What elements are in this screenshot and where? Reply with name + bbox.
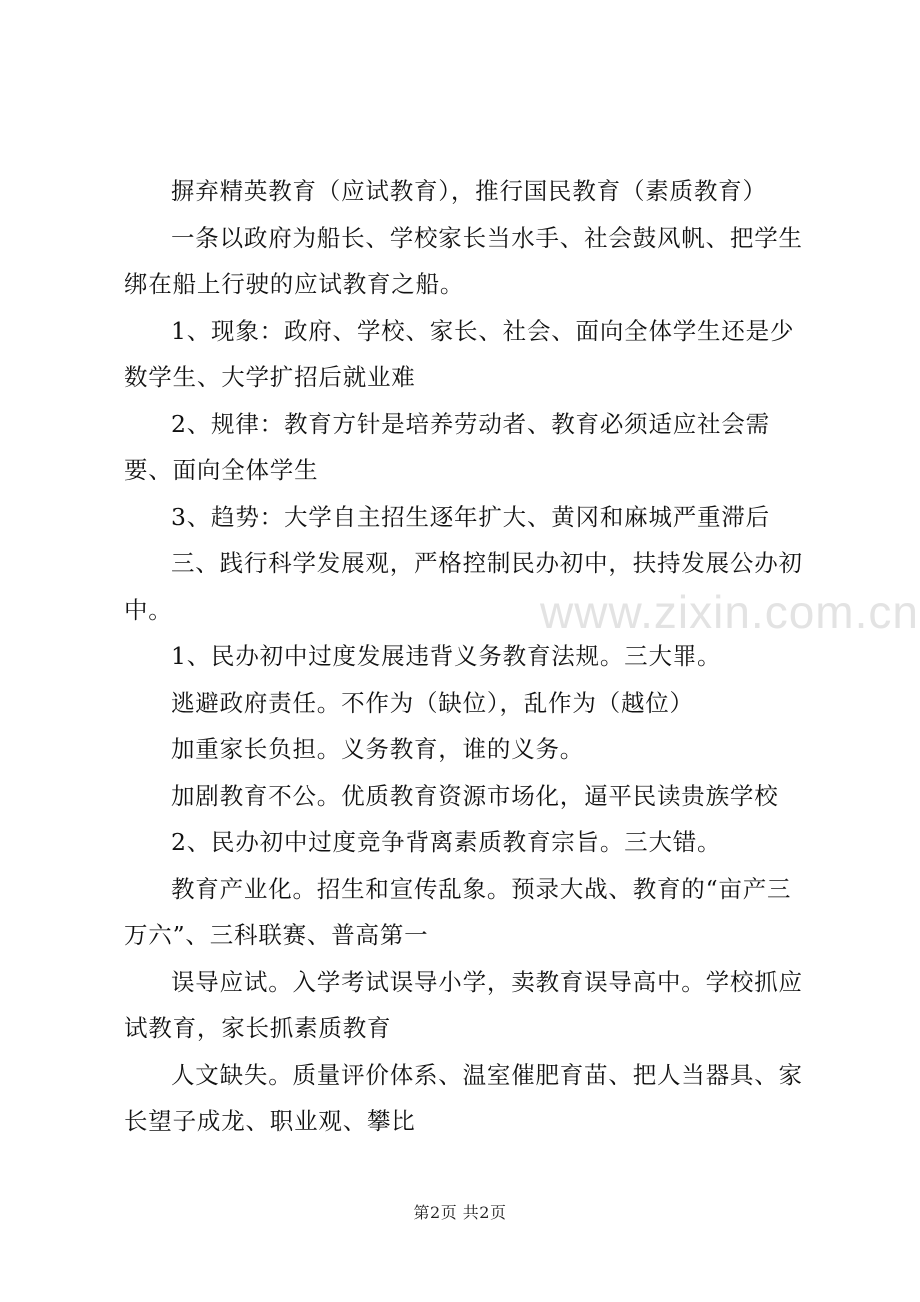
paragraph: 加剧教育不公。优质教育资源市场化，逼平民读贵族学校 bbox=[171, 781, 779, 810]
paragraph: 2、民办初中过度竞争背离素质教育宗旨。三大错。 bbox=[171, 828, 722, 856]
paragraph: 1、民办初中过度发展违背义务教育法规。三大罪。 bbox=[171, 642, 722, 670]
paragraph: 教育产业化。招生和宣传乱象。预录大战、教育的“亩产三万六”、三科联赛、普高第一 bbox=[124, 874, 792, 949]
section-heading: 三、践行科学发展观，严格控制民办初中，扶持发展公办初中。 bbox=[124, 549, 803, 624]
paragraph: 误导应试。入学考试误导小学，卖教育误导高中。学校抓应试教育，家长抓素质教育 bbox=[124, 967, 803, 1042]
paragraph: 加重家长负担。义务教育，谁的义务。 bbox=[171, 735, 585, 763]
paragraph: 一条以政府为船长、学校家长当水手、社会鼓风帆、把学生绑在船上行驶的应试教育之船。 bbox=[124, 223, 803, 298]
paragraph: 1、现象：政府、学校、家长、社会、面向全体学生还是少数学生、大学扩招后就业难 bbox=[124, 316, 795, 391]
paragraph-title: 摒弃精英教育（应试教育），推行国民教育（素质教育） bbox=[171, 177, 767, 205]
paragraph: 人文缺失。质量评价体系、温室催肥育苗、把人当器具、家长望子成龙、职业观、攀比 bbox=[124, 1060, 803, 1135]
watermark: www.zixin.com.cn bbox=[540, 586, 919, 638]
document-body bbox=[124, 168, 814, 1145]
page-footer: 第2页 共2页 bbox=[413, 1203, 507, 1222]
paragraph: 逃避政府责任。不作为（缺位），乱作为（越位） bbox=[171, 688, 694, 717]
paragraph: 3、趋势：大学自主招生逐年扩大、黄冈和麻城严重滞后 bbox=[171, 502, 770, 531]
paragraph: 2、规律：教育方针是培养劳动者、教育必须适应社会需要、面向全体学生 bbox=[124, 409, 770, 484]
